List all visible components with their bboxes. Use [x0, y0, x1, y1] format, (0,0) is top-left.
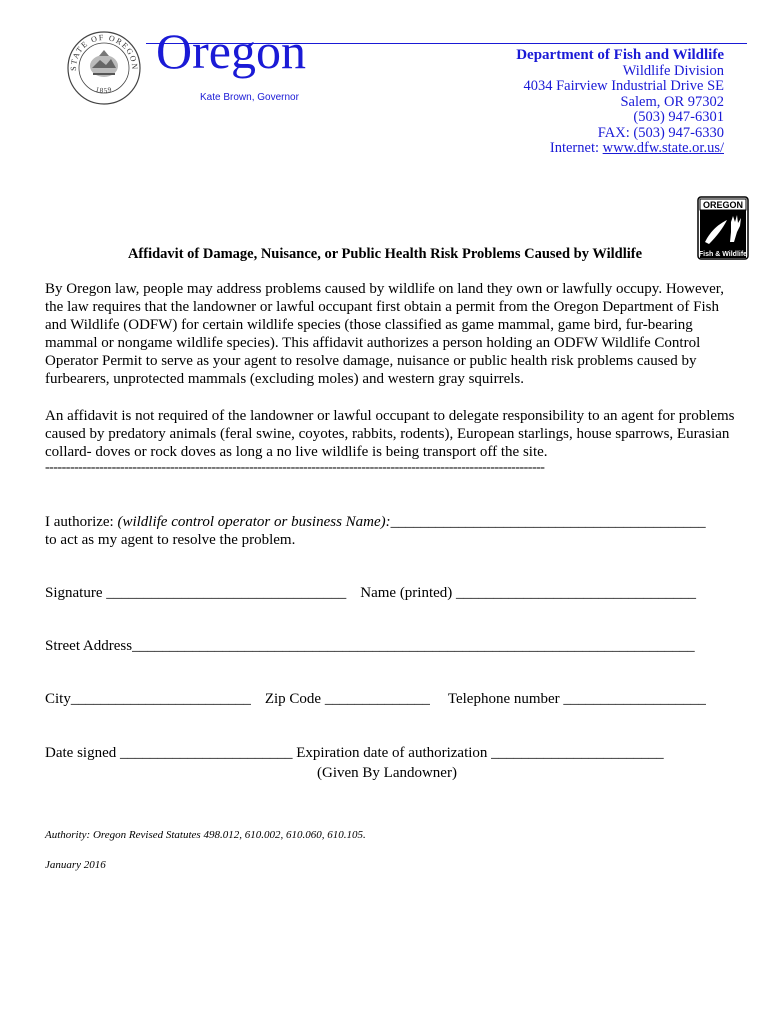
- authorize-hint: (wildlife control operator or business Name):: [117, 514, 391, 530]
- agent-statement: to act as my agent to resolve the problem.: [45, 532, 296, 548]
- signature-field[interactable]: ________________________________: [106, 585, 347, 601]
- given-by-note: (Given By Landowner): [317, 765, 457, 781]
- date-signed-field[interactable]: _______________________: [119, 745, 293, 761]
- seal-year-text: 1859: [94, 85, 114, 95]
- governor-name: Kate Brown, Governor: [200, 92, 299, 103]
- zip-code-field[interactable]: ______________: [324, 691, 430, 707]
- exemption-paragraph: An affidavit is not required of the landowner or lawful occupant to delegate responsibility to an agent for problems caused by predatory animals (feral swine, coyotes, rabbits, rodents), European starlings, house sparrows, Eurasian collard- doves or rock doves as long a no live wildlife is being transport off the site.: [45, 408, 735, 460]
- authorize-name-field[interactable]: __________________________________________: [390, 514, 706, 530]
- internet-label: Internet:: [549, 140, 603, 156]
- authority-statutes: Authority: Oregon Revised Statutes 498.012, 610.002, 610.060, 610.105.: [45, 829, 366, 841]
- expiration-date-field[interactable]: _______________________: [491, 745, 664, 761]
- svg-text:1859: [95, 85, 114, 94]
- city-field[interactable]: ________________________: [70, 691, 251, 707]
- form-revision-date: January 2016: [45, 859, 106, 871]
- agency-internet: [516, 141, 724, 157]
- name-printed-field[interactable]: ________________________________: [456, 585, 697, 601]
- agency-division: Wildlife Division: [622, 62, 724, 79]
- telephone-field[interactable]: ___________________: [563, 691, 706, 707]
- odfw-logo-bottom-text: Fish & Wildlife: [698, 251, 748, 258]
- intro-paragraph: By Oregon law, people may address problems caused by wildlife on land they own or lawfully occupy. However, the law requires that the landowner or lawful occupant first obtain a permit from the Oregon Department of Fish and Wildlife (ODFW) for certain wildlife species (those classified as game mammal, game bird, fur-bearing mammal or nongame wildlife species). This affidavit authorizes a person holding an ODFW Wildlife Control Operator Permit to serve as your agent to resolve damage, nuisance or public health risk problems caused by furbearers, unprotected mammals (excluding moles) and western gray squirrels.: [45, 281, 724, 387]
- agency-city: Salem, OR 97302: [620, 93, 724, 110]
- telephone-label: Telephone number: [447, 691, 564, 707]
- agency-website-link[interactable]: www.dfw.state.or.us/: [602, 140, 724, 156]
- agency-fax: FAX: (503) 947-6330: [597, 124, 724, 141]
- header-rule: [146, 43, 747, 44]
- expiration-date-label: Expiration date of authorization: [292, 745, 492, 761]
- city-zip-phone-row: [45, 691, 706, 708]
- agency-name: Department of Fish and Wildlife: [516, 47, 724, 63]
- agency-phone: (503) 947-6301: [633, 109, 724, 125]
- authorize-label: I authorize:: [45, 514, 118, 530]
- signature-row: [45, 585, 696, 602]
- agency-address-block: [516, 48, 724, 157]
- document-title: Affidavit of Damage, Nuisance, or Public Health Risk Problems Caused by Wildlife: [127, 246, 643, 262]
- signature-label: Signature: [45, 585, 107, 601]
- authorize-line: [45, 514, 706, 531]
- oregon-logo-wordmark: Oregon: [156, 23, 306, 79]
- agency-street: 4034 Fairview Industrial Drive SE: [523, 78, 724, 94]
- zip-code-label: Zip Code: [264, 691, 325, 707]
- street-address-row: [45, 638, 695, 655]
- street-address-field[interactable]: ___________________________________________________________________________: [132, 638, 695, 654]
- street-address-label: Street Address: [45, 638, 133, 654]
- odfw-logo-top-text: OREGON: [702, 200, 744, 210]
- seal-top-text: STATE OF OREGON: [68, 32, 140, 71]
- state-seal-icon: [66, 30, 142, 106]
- date-signed-label: Date signed: [45, 745, 120, 761]
- dashed-separator: ------------------------------------------------------------------------------------------------------------------------: [45, 460, 545, 475]
- name-printed-label: Name (printed): [360, 585, 457, 601]
- date-row: [45, 745, 664, 762]
- city-label: City: [45, 691, 71, 707]
